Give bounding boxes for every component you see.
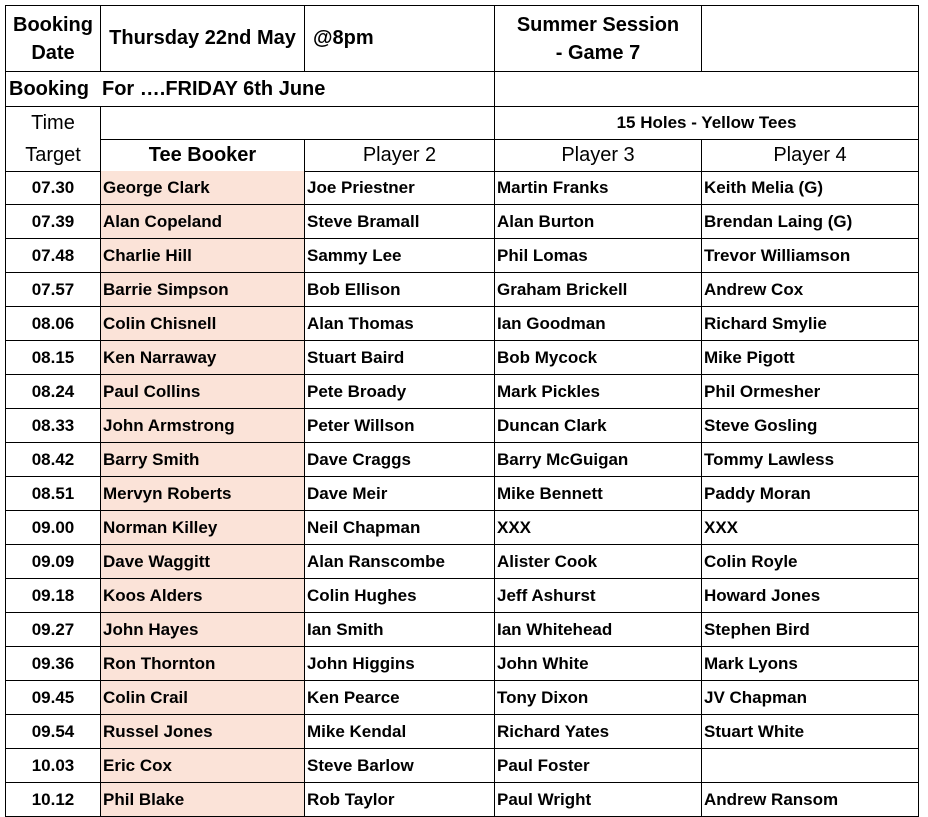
player4-cell: Mark Lyons [702, 647, 919, 681]
player3-cell: Alan Burton [495, 205, 702, 239]
table-row [5, 341, 919, 375]
player4-cell: Mike Pigott [702, 341, 919, 375]
tee-time-cell: 09.54 [5, 715, 101, 749]
player3-cell: Paul Foster [495, 749, 702, 783]
player2-cell: Ian Smith [305, 613, 495, 647]
table-row [5, 681, 919, 715]
tee-booker-cell: Alan Copeland [101, 205, 305, 239]
player4-cell: Howard Jones [702, 579, 919, 613]
player2-cell: Alan Ranscombe [305, 545, 495, 579]
tee-booker-cell: Colin Crail [101, 681, 305, 715]
player2-cell: Pete Broady [305, 375, 495, 409]
player2-cell: Bob Ellison [305, 273, 495, 307]
tee-booker-cell: Phil Blake [101, 783, 305, 817]
table-row [5, 273, 919, 307]
table-row [5, 375, 919, 409]
player4-cell: Andrew Ransom [702, 783, 919, 817]
tee-time-cell: 08.33 [5, 409, 101, 443]
table-row [5, 783, 919, 817]
player4-cell: XXX [702, 511, 919, 545]
tee-time-cell: 10.03 [5, 749, 101, 783]
time-label: Time [31, 112, 75, 134]
tee-booker-cell: Dave Waggitt [101, 545, 305, 579]
session-title: Summer Session - Game 7 [494, 5, 702, 72]
player3-cell: Ian Whitehead [495, 613, 702, 647]
tee-time-cell: 10.12 [5, 783, 101, 817]
player3-cell: Ian Goodman [495, 307, 702, 341]
table-row [5, 205, 919, 239]
player3-cell: Phil Lomas [495, 239, 702, 273]
player4-cell [702, 749, 919, 783]
tee-booker-cell: Koos Alders [101, 579, 305, 613]
tee-booker-cell: Ken Narraway [101, 341, 305, 375]
holes-info: 15 Holes - Yellow Tees [494, 106, 919, 140]
table-row [5, 613, 919, 647]
col-player3: Player 3 [494, 139, 702, 172]
player2-cell: Joe Priestner [305, 171, 495, 205]
table-row [5, 545, 919, 579]
tee-time-cell: 09.09 [5, 545, 101, 579]
booking-for-value: For ….FRIDAY 6th June [100, 71, 495, 107]
player2-cell: Ken Pearce [305, 681, 495, 715]
player3-cell: Richard Yates [495, 715, 702, 749]
player4-cell: Tommy Lawless [702, 443, 919, 477]
tee-time-cell: 08.42 [5, 443, 101, 477]
tee-booker-cell: Norman Killey [101, 511, 305, 545]
table-row [5, 443, 919, 477]
player4-cell: JV Chapman [702, 681, 919, 715]
tee-time-cell: 08.24 [5, 375, 101, 409]
tee-booker-cell: Mervyn Roberts [101, 477, 305, 511]
player3-cell: Paul Wright [495, 783, 702, 817]
booking-for-label: Booking [5, 71, 101, 107]
tee-booker-cell: Barry Smith [101, 443, 305, 477]
header-blank-cell [701, 5, 919, 72]
player4-cell: Andrew Cox [702, 273, 919, 307]
player2-cell: Steve Bramall [305, 205, 495, 239]
player3-cell: Graham Brickell [495, 273, 702, 307]
table-row [5, 239, 919, 273]
player2-cell: Alan Thomas [305, 307, 495, 341]
player2-cell: Dave Craggs [305, 443, 495, 477]
player3-cell: Bob Mycock [495, 341, 702, 375]
tee-booker-cell: John Hayes [101, 613, 305, 647]
player3-cell: Alister Cook [495, 545, 702, 579]
player3-cell: Jeff Ashurst [495, 579, 702, 613]
tee-booker-cell: Paul Collins [101, 375, 305, 409]
tee-time-cell: 07.30 [5, 171, 101, 205]
player2-cell: Stuart Baird [305, 341, 495, 375]
tee-time-cell: 09.00 [5, 511, 101, 545]
tee-time-cell: 09.27 [5, 613, 101, 647]
booking-time: @8pm [304, 5, 495, 72]
tee-booker-cell: Russel Jones [101, 715, 305, 749]
col-player4: Player 4 [701, 139, 919, 172]
player4-cell: Stuart White [702, 715, 919, 749]
table-row [5, 171, 919, 205]
table-row [5, 715, 919, 749]
target-label: Target [25, 144, 81, 166]
player4-cell: Colin Royle [702, 545, 919, 579]
tee-time-cell: 08.51 [5, 477, 101, 511]
tee-booker-cell: Eric Cox [101, 749, 305, 783]
booking-date-label: Booking Date [5, 5, 101, 72]
tee-booker-cell: Barrie Simpson [101, 273, 305, 307]
tee-time-cell: 07.57 [5, 273, 101, 307]
player3-cell: Mark Pickles [495, 375, 702, 409]
player3-cell: John White [495, 647, 702, 681]
tee-time-cell: 07.48 [5, 239, 101, 273]
player2-cell: Steve Barlow [305, 749, 495, 783]
tee-time-cell: 08.06 [5, 307, 101, 341]
player3-cell: XXX [495, 511, 702, 545]
player4-cell: Paddy Moran [702, 477, 919, 511]
player4-cell: Richard Smylie [702, 307, 919, 341]
player2-cell: Colin Hughes [305, 579, 495, 613]
tee-time-cell: 07.39 [5, 205, 101, 239]
player2-cell: Neil Chapman [305, 511, 495, 545]
player3-cell: Martin Franks [495, 171, 702, 205]
player2-cell: Sammy Lee [305, 239, 495, 273]
player4-cell: Steve Gosling [702, 409, 919, 443]
time-target-label [5, 106, 101, 172]
player4-cell: Brendan Laing (G) [702, 205, 919, 239]
tee-time-cell: 08.15 [5, 341, 101, 375]
tee-booker-cell: Colin Chisnell [101, 307, 305, 341]
tee-booker-cell: John Armstrong [101, 409, 305, 443]
player4-cell: Trevor Williamson [702, 239, 919, 273]
player3-cell: Tony Dixon [495, 681, 702, 715]
player3-cell: Barry McGuigan [495, 443, 702, 477]
col-player2: Player 2 [304, 139, 495, 172]
player2-cell: John Higgins [305, 647, 495, 681]
table-row [5, 511, 919, 545]
table-row [5, 307, 919, 341]
player2-cell: Peter Willson [305, 409, 495, 443]
player3-cell: Duncan Clark [495, 409, 702, 443]
player2-cell: Dave Meir [305, 477, 495, 511]
player4-cell: Phil Ormesher [702, 375, 919, 409]
player3-cell: Mike Bennett [495, 477, 702, 511]
col-tee-booker: Tee Booker [100, 139, 305, 172]
player4-cell: Keith Melia (G) [702, 171, 919, 205]
table-row [5, 749, 919, 783]
tee-booker-cell: George Clark [101, 171, 305, 205]
tee-time-cell: 09.45 [5, 681, 101, 715]
tee-time-cell: 09.36 [5, 647, 101, 681]
booking-for-blank [494, 71, 919, 107]
player2-cell: Mike Kendal [305, 715, 495, 749]
tee-time-cell: 09.18 [5, 579, 101, 613]
table-row [5, 579, 919, 613]
table-row [5, 647, 919, 681]
tee-booker-cell: Charlie Hill [101, 239, 305, 273]
player4-cell: Stephen Bird [702, 613, 919, 647]
table-row [5, 409, 919, 443]
booking-date-value: Thursday 22nd May [100, 5, 305, 72]
player2-cell: Rob Taylor [305, 783, 495, 817]
tee-booker-cell: Ron Thornton [101, 647, 305, 681]
table-row [5, 477, 919, 511]
holes-blank [100, 106, 495, 140]
